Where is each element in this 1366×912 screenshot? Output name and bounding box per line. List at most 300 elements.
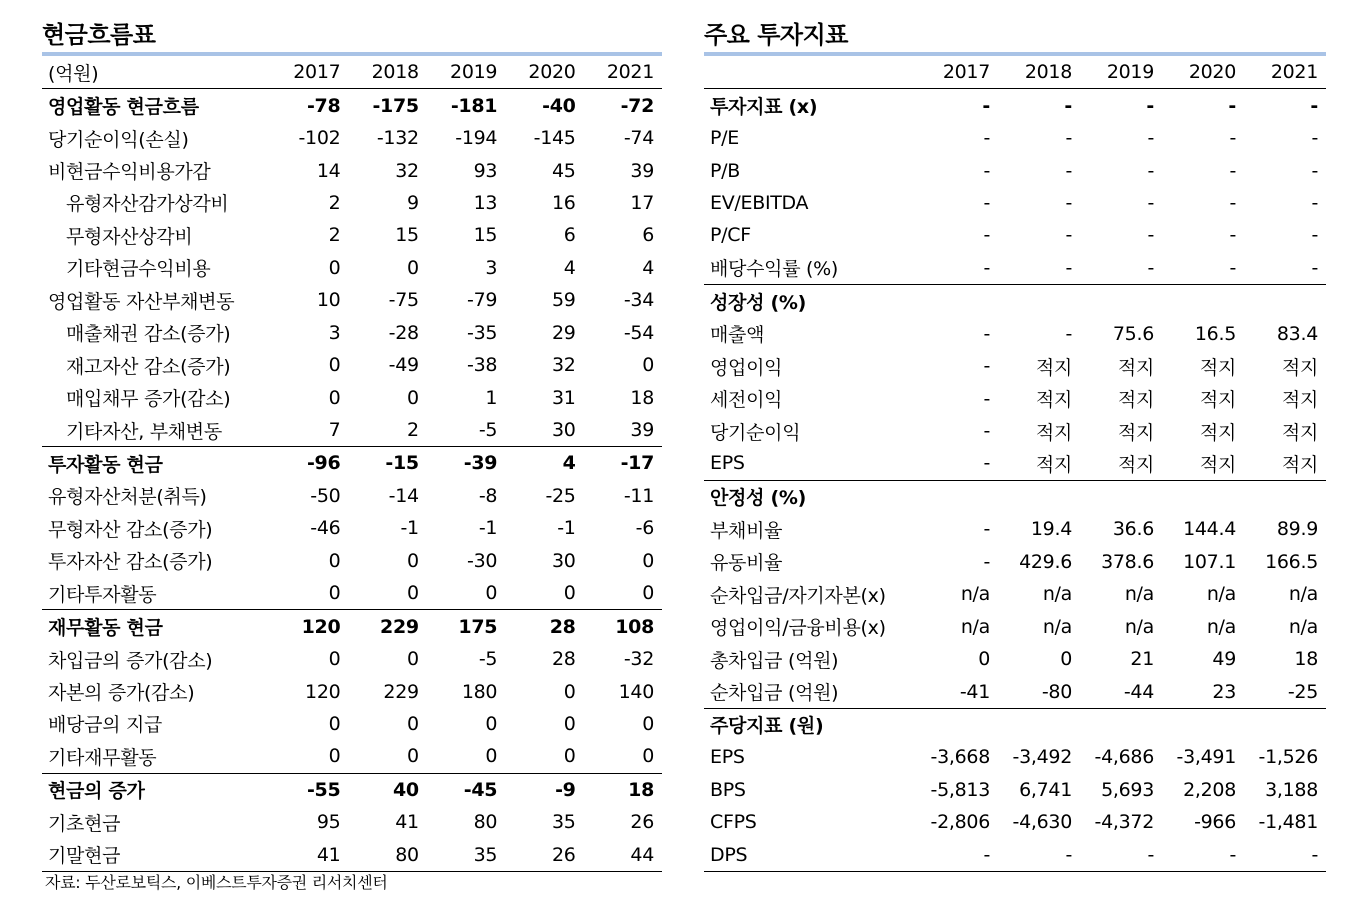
table-row <box>42 708 662 740</box>
row-label: EV/EBITDA <box>710 191 809 214</box>
cell-value <box>998 285 1080 318</box>
cell-value: 9 <box>407 191 419 214</box>
cell-value: - <box>998 839 1080 872</box>
cell-value: -5 <box>478 419 498 442</box>
cell-value: -5 <box>478 648 498 671</box>
cell-value: 0 <box>642 354 654 377</box>
cell-value: n/a <box>1124 583 1154 606</box>
cell-value: - <box>1147 127 1154 150</box>
cell-value: 4 <box>505 447 583 480</box>
cell-value: 0 <box>563 680 576 703</box>
cell-value: n/a <box>1288 615 1318 638</box>
cell-value: 41 <box>270 839 348 872</box>
cell-value: 108 <box>584 610 662 643</box>
table-row <box>42 219 662 251</box>
cell-value: 0 <box>407 712 419 735</box>
cell-value: 378.6 <box>1101 550 1154 573</box>
year-header: 2019 <box>1080 56 1162 89</box>
cell-value: 적지 <box>1117 453 1154 476</box>
cell-value: -102 <box>298 127 341 150</box>
cell-value: 적지 <box>1035 356 1072 379</box>
row-label: BPS <box>710 778 746 801</box>
row-label: 유형자산감가상각비 <box>66 193 229 216</box>
cell-value: - <box>1065 191 1072 214</box>
cell-value: 19.4 <box>1030 518 1072 541</box>
cell-value: 5,693 <box>1101 778 1154 801</box>
cell-value: - <box>983 387 990 410</box>
cell-value: - <box>983 518 990 541</box>
cell-value: -45 <box>427 773 505 806</box>
cell-value: 0 <box>328 256 341 279</box>
cell-value: n/a <box>1124 615 1154 638</box>
row-label: 매출채권 감소(증가) <box>66 323 231 346</box>
cell-value: 18 <box>1294 648 1318 671</box>
cell-value: -3,491 <box>1176 746 1236 769</box>
table-row <box>42 480 662 512</box>
table-row <box>42 740 662 773</box>
cell-value: -145 <box>533 127 576 150</box>
cashflow-table <box>42 56 662 872</box>
cell-value: -25 <box>545 484 576 507</box>
cell-value: - <box>1065 224 1072 247</box>
row-label: P/CF <box>710 224 751 247</box>
cell-value: 18 <box>630 386 654 409</box>
cell-value: -8 <box>478 484 498 507</box>
cell-value: -1,526 <box>1258 746 1318 769</box>
cell-value: -194 <box>455 127 498 150</box>
cell-value: -75 <box>388 289 419 312</box>
cell-value: -78 <box>306 94 341 117</box>
cell-value: 16.5 <box>1194 322 1236 345</box>
cell-value: 31 <box>552 386 576 409</box>
cell-value: 120 <box>270 610 348 643</box>
cell-value: - <box>982 94 990 117</box>
cell-value <box>1244 708 1326 741</box>
cell-value: -181 <box>450 94 498 117</box>
cell-value: 59 <box>552 289 576 312</box>
cell-value <box>916 708 998 741</box>
cell-value <box>1080 285 1162 318</box>
table-row <box>42 349 662 381</box>
cell-value: -40 <box>542 94 576 117</box>
cell-value: 175 <box>427 610 505 643</box>
cell-value: 229 <box>383 680 419 703</box>
cell-value: - <box>1311 256 1318 279</box>
cell-value: 0 <box>642 712 654 735</box>
cell-value <box>1080 480 1162 513</box>
cell-value: 0 <box>328 549 341 572</box>
cell-value: -25 <box>1287 680 1318 703</box>
cell-value: - <box>1064 94 1072 117</box>
cell-value: -3,492 <box>1012 746 1072 769</box>
year-header: 2019 <box>427 56 505 89</box>
cell-value: 41 <box>395 811 419 834</box>
table-row <box>704 318 1326 350</box>
cell-value: 89.9 <box>1276 518 1318 541</box>
cell-value: 2 <box>407 419 419 442</box>
cashflow-header-row <box>42 56 662 89</box>
table-row <box>704 774 1326 806</box>
cell-value: -9 <box>505 773 583 806</box>
cell-value: 180 <box>461 680 498 703</box>
cell-value: - <box>1146 94 1154 117</box>
cell-value: 0 <box>407 582 419 605</box>
cell-value: 83.4 <box>1276 322 1318 345</box>
cell-value: 0 <box>328 648 341 671</box>
indicators-panel <box>704 18 1326 872</box>
cell-value: - <box>1311 159 1318 182</box>
cell-value: 26 <box>505 839 583 872</box>
cell-value: 적지 <box>1281 389 1318 412</box>
table-row <box>42 643 662 675</box>
table-row <box>704 187 1326 219</box>
cell-value: 35 <box>552 811 576 834</box>
row-label: 순차입금 (억원) <box>710 682 839 705</box>
cell-value: 적지 <box>1199 389 1236 412</box>
cell-value: -966 <box>1194 811 1236 834</box>
cell-value: - <box>983 159 990 182</box>
cell-value: n/a <box>1206 583 1236 606</box>
row-label: 총차입금 (억원) <box>710 649 839 672</box>
cell-value: 30 <box>552 549 576 572</box>
cell-value: -35 <box>467 321 498 344</box>
row-label: 순차입금/자기자본(x) <box>710 584 886 607</box>
table-row <box>704 252 1326 285</box>
cell-value: 적지 <box>1281 421 1318 444</box>
cell-value: - <box>983 550 990 573</box>
cell-value: 적지 <box>1281 453 1318 476</box>
cell-value: 0 <box>978 648 990 671</box>
cell-value: 적지 <box>1117 421 1154 444</box>
cell-value: 0 <box>563 745 576 768</box>
cell-value: 44 <box>584 839 662 872</box>
cell-value: 140 <box>618 680 654 703</box>
cell-value: - <box>983 452 990 475</box>
cell-value: - <box>1147 191 1154 214</box>
table-row <box>42 252 662 284</box>
row-label: 투자활동 현금 <box>42 447 270 480</box>
table-row <box>704 415 1326 447</box>
cell-value: - <box>1147 159 1154 182</box>
row-label: DPS <box>704 839 916 872</box>
cell-value <box>1244 285 1326 318</box>
table-row <box>704 480 1326 513</box>
cashflow-panel <box>42 18 662 872</box>
cell-value: -79 <box>467 289 498 312</box>
row-label: 영업이익/금융비용(x) <box>710 617 886 640</box>
table-row <box>704 89 1326 122</box>
table-row <box>704 643 1326 675</box>
cell-value: 0 <box>642 745 654 768</box>
cell-value: 2 <box>328 191 341 214</box>
cell-value: n/a <box>1042 615 1072 638</box>
cell-value: - <box>983 420 990 443</box>
cell-value: -1 <box>557 517 576 540</box>
row-label: 성장성 (%) <box>704 285 916 318</box>
cell-value: 80 <box>348 839 426 872</box>
year-header: 2020 <box>1162 56 1244 89</box>
row-label: P/B <box>710 159 740 182</box>
cell-value: - <box>1229 191 1236 214</box>
cell-value: 6 <box>642 224 654 247</box>
row-label: 부채비율 <box>710 519 783 542</box>
row-label: 안정성 (%) <box>704 480 916 513</box>
cell-value: 32 <box>552 354 576 377</box>
source-footnote: 자료: 두산로보틱스, 이베스트투자증권 리서치센터 <box>45 873 388 892</box>
row-label: 무형자산상각비 <box>66 225 193 248</box>
cell-value: 80 <box>473 811 498 834</box>
cell-value: 2,208 <box>1183 778 1236 801</box>
cell-value: 36.6 <box>1112 518 1154 541</box>
row-label: 매출액 <box>710 324 765 347</box>
cell-value: -50 <box>310 484 341 507</box>
table-row <box>42 806 662 838</box>
cell-value: 93 <box>473 159 498 182</box>
cell-value: 29 <box>552 321 576 344</box>
cell-value: - <box>1229 159 1236 182</box>
table-row <box>42 381 662 413</box>
cell-value: - <box>1080 839 1162 872</box>
cell-value: 120 <box>305 680 341 703</box>
year-header: 2018 <box>998 56 1080 89</box>
table-row <box>704 513 1326 545</box>
row-label: P/E <box>710 127 739 150</box>
cell-value: 26 <box>630 811 654 834</box>
table-row <box>42 89 662 122</box>
cell-value: 166.5 <box>1265 550 1318 573</box>
year-header: 2017 <box>270 56 348 89</box>
cell-value: 6 <box>563 224 576 247</box>
cell-value: 15 <box>395 224 419 247</box>
cell-value <box>1162 285 1244 318</box>
cell-value: -49 <box>388 354 419 377</box>
row-label: 투자자산 감소(증가) <box>48 551 213 574</box>
cell-value: -28 <box>388 321 419 344</box>
cell-value: 0 <box>407 386 419 409</box>
cell-value: 적지 <box>1035 453 1072 476</box>
table-row <box>42 122 662 154</box>
cell-value: -17 <box>584 447 662 480</box>
cell-value: 144.4 <box>1183 518 1236 541</box>
cell-value: - <box>1065 322 1072 345</box>
row-label: 재무활동 현금 <box>42 610 270 643</box>
cell-value: 32 <box>395 159 419 182</box>
table-row <box>704 285 1326 318</box>
table-row <box>704 578 1326 610</box>
cell-value: - <box>1229 224 1236 247</box>
cell-value: - <box>1229 127 1236 150</box>
cell-value: -4,630 <box>1012 811 1072 834</box>
cell-value: -38 <box>467 354 498 377</box>
cell-value <box>916 285 998 318</box>
cell-value: 45 <box>552 159 576 182</box>
cell-value: -1 <box>478 517 498 540</box>
cell-value: -46 <box>310 517 341 540</box>
row-label: 영업활동 자산부채변동 <box>48 290 235 313</box>
cell-value: -132 <box>376 127 419 150</box>
row-label: 주당지표 (원) <box>704 708 916 741</box>
cell-value: 49 <box>1212 648 1236 671</box>
cell-value: -11 <box>623 484 654 507</box>
table-row <box>704 610 1326 642</box>
cell-value: - <box>983 191 990 214</box>
cell-value: - <box>1228 94 1236 117</box>
cell-value: -34 <box>623 289 654 312</box>
row-label: EPS <box>710 452 745 475</box>
row-label: 유형자산처분(취득) <box>48 486 207 509</box>
cell-value: 적지 <box>1281 356 1318 379</box>
cell-value: -1,481 <box>1258 811 1318 834</box>
cell-value: 39 <box>630 419 654 442</box>
cell-value: 적지 <box>1117 389 1154 412</box>
cell-value: 14 <box>316 159 341 182</box>
cell-value: 0 <box>485 712 498 735</box>
cell-value: -5,813 <box>930 778 990 801</box>
indicators-header-row <box>704 56 1326 89</box>
table-row <box>42 284 662 316</box>
cell-value: -4,372 <box>1094 811 1154 834</box>
cell-value: -3,668 <box>930 746 990 769</box>
row-label: 기초현금 <box>48 812 121 835</box>
cell-value: 16 <box>552 191 576 214</box>
unit-label: (억원) <box>42 56 270 89</box>
row-label: 무형자산 감소(증가) <box>48 518 213 541</box>
cell-value: 229 <box>348 610 426 643</box>
table-row <box>704 350 1326 382</box>
cell-value: 10 <box>316 289 341 312</box>
cell-value: -15 <box>348 447 426 480</box>
cell-value: 39 <box>630 159 654 182</box>
table-row <box>42 577 662 610</box>
row-label: 당기순이익(손실) <box>48 128 189 151</box>
row-label: 기타투자활동 <box>48 583 157 606</box>
cell-value: - <box>983 256 990 279</box>
cell-value: 적지 <box>1199 356 1236 379</box>
cell-value: -44 <box>1123 680 1154 703</box>
cell-value: n/a <box>960 583 990 606</box>
cell-value: 13 <box>473 191 498 214</box>
cell-value: 4 <box>642 256 654 279</box>
cell-value: 7 <box>328 419 341 442</box>
cell-value: -2,806 <box>930 811 990 834</box>
row-label: 기타재무활동 <box>48 746 157 769</box>
cell-value: 23 <box>1212 680 1236 703</box>
cell-value: -6 <box>635 517 654 540</box>
cell-value: 적지 <box>1117 356 1154 379</box>
cell-value: -30 <box>467 549 498 572</box>
cell-value: -175 <box>372 94 419 117</box>
table-row <box>704 546 1326 578</box>
table-row <box>704 382 1326 414</box>
cell-value: 0 <box>407 648 419 671</box>
cell-value: - <box>1310 94 1318 117</box>
table-row <box>704 708 1326 741</box>
cell-value: 429.6 <box>1019 550 1072 573</box>
table-row <box>704 122 1326 154</box>
table-row <box>42 414 662 447</box>
cell-value: 75.6 <box>1112 322 1154 345</box>
cell-value: 0 <box>407 745 419 768</box>
row-label: 세전이익 <box>710 389 783 412</box>
cell-value: -39 <box>427 447 505 480</box>
cell-value: 30 <box>552 419 576 442</box>
row-label: 투자지표 (x) <box>710 96 818 119</box>
row-label: CFPS <box>710 811 757 834</box>
cell-value: - <box>1244 839 1326 872</box>
cell-value: 35 <box>427 839 505 872</box>
row-label: 유동비율 <box>710 552 783 575</box>
table-row <box>42 773 662 806</box>
table-row <box>42 154 662 186</box>
cell-value: - <box>1147 256 1154 279</box>
cell-value: - <box>1162 839 1244 872</box>
row-label: 영업이익 <box>710 356 783 379</box>
cell-value: 21 <box>1130 648 1154 671</box>
cell-value <box>1080 708 1162 741</box>
cell-value: 0 <box>485 745 498 768</box>
cell-value: -96 <box>270 447 348 480</box>
table-row <box>704 154 1326 186</box>
cell-value: 0 <box>485 582 498 605</box>
table-row <box>704 219 1326 251</box>
year-header: 2021 <box>584 56 662 89</box>
cell-value: 28 <box>552 648 576 671</box>
row-label: 기말현금 <box>42 839 270 872</box>
cell-value: -1 <box>400 517 419 540</box>
table-row <box>704 741 1326 773</box>
cell-value: -80 <box>1041 680 1072 703</box>
cell-value: -4,686 <box>1094 746 1154 769</box>
cell-value: 28 <box>505 610 583 643</box>
cell-value: 17 <box>630 191 654 214</box>
row-label: 현금의 증가 <box>42 773 270 806</box>
table-row <box>42 545 662 577</box>
cell-value: 3 <box>485 256 498 279</box>
cell-value: -74 <box>623 127 654 150</box>
cell-value: - <box>1065 256 1072 279</box>
cell-value: - <box>1065 159 1072 182</box>
cell-value: 0 <box>407 256 419 279</box>
year-header: 2018 <box>348 56 426 89</box>
cell-value: -14 <box>388 484 419 507</box>
cell-value: 적지 <box>1035 421 1072 444</box>
cell-value: 0 <box>407 549 419 572</box>
cell-value <box>998 480 1080 513</box>
cell-value: 107.1 <box>1183 550 1236 573</box>
row-label: 재고자산 감소(증가) <box>66 355 231 378</box>
table-row <box>42 610 662 643</box>
cell-value: -41 <box>959 680 990 703</box>
table-row <box>704 675 1326 708</box>
cell-value: 0 <box>328 745 341 768</box>
row-label: 배당금의 지급 <box>48 714 163 737</box>
cell-value: - <box>983 127 990 150</box>
cell-value: 15 <box>473 224 498 247</box>
row-label: 차입금의 증가(감소) <box>48 649 213 672</box>
cell-value: -72 <box>620 94 654 117</box>
year-header: 2020 <box>505 56 583 89</box>
cell-value: 적지 <box>1199 453 1236 476</box>
cell-value: 2 <box>328 224 341 247</box>
table-row <box>704 447 1326 480</box>
cell-value <box>1162 480 1244 513</box>
cell-value: -54 <box>623 321 654 344</box>
cell-value: 0 <box>328 582 341 605</box>
cell-value: n/a <box>1042 583 1072 606</box>
cell-value: n/a <box>1206 615 1236 638</box>
row-label: 배당수익률 (%) <box>710 258 838 281</box>
row-label: 기타자산, 부채변동 <box>66 420 222 443</box>
